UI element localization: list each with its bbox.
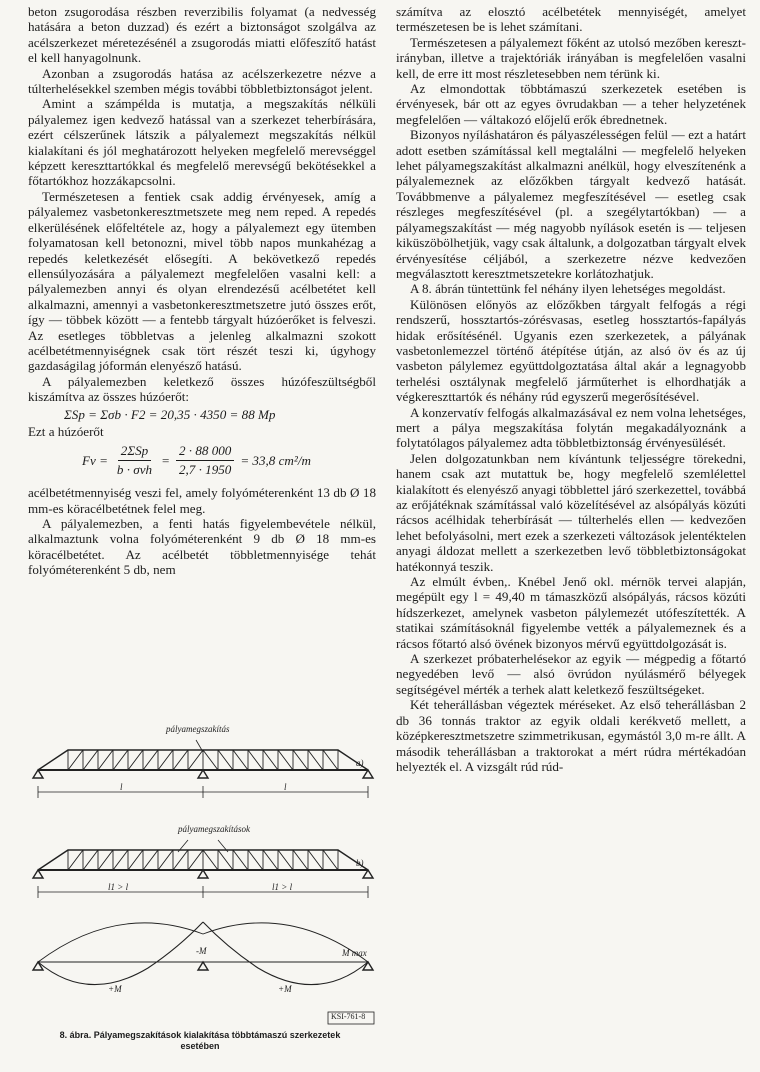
paragraph: Két teherállásban végeztek méréseket. Az első teherállásban 2 db 36 tonnás traktor az egyik oldali kerékvető mellett, a középkeresztmetszetre szimmetrikusan, egymástól 3,0 m-re állt. A második teherállásban a traktorokat a mért rúdra mértékadóan helyezték el. A vizsgált rúd rúd- (396, 697, 746, 774)
truss-diagonal (323, 750, 338, 770)
truss-diagonal (203, 850, 218, 870)
paragraph: Természetesen a pályalemezt főként az utolsó mezőben keresztirányban, illetve a trajektóriák irányában is megfelelően vasalni kell, de erre itt most részletesebben nem térünk ki. (396, 34, 746, 81)
fraction-numerator: 2 · 88 000 (176, 443, 234, 460)
truss-diagonal (218, 850, 233, 870)
support-b-mid (198, 870, 208, 878)
paragraph: Bizonyos nyíláshatáron és pályaszélességen felül — ezt a határt adott esetben számítással kell megtalálni — megfelelő helyeken lehet pályamegszakítást alkalmazni anélkül, hogy elveszítenénk a pályalemeznek az előzőkben tárgyalt kedvező hatását. Továbbmenve a pályalemez megfeszítésével — esetleg csak részleges megfeszítésével (pl. a szegélytartókban) — a pályamegszakítást — még nagyobb nyílások esetén is — teljesen kiküszöbölhetjük, vagy csak általunk, a dolgozatban tárgyalt elvek érvényesítése céljából, a szerkezetre nézve kedvezően megválasztott keresztmetszetekre korlátozhatjuk. (396, 127, 746, 281)
paragraph: acélbetétmennyiség veszi fel, amely folyóméterenként 13 db Ø 18 mm-es köracélbetétnek felel meg. (28, 485, 376, 516)
support-c-mid (198, 962, 208, 970)
truss-diagonal (263, 850, 278, 870)
figure-8 (28, 722, 378, 1042)
paragraph: Azonban a zsugorodás hatása az acélszerkezetre nézve a túlterhelésekkel szemben mégis további többletbiztonságot jelent. (28, 65, 376, 97)
fraction-symbolic (114, 443, 155, 477)
paragraph: számítva az elosztó acélbetétek mennyiségét, amelyet természetesen be is lehet számítani. (396, 4, 746, 35)
truss-a-web (38, 750, 338, 770)
moment-label-pos-right: +M (278, 984, 292, 994)
right-column (396, 4, 746, 774)
truss-diagonal (158, 850, 173, 870)
equation-steel-area (82, 443, 376, 477)
paragraph: Különösen előnyös az előzőkben tárgyalt felfogás a régi rendszerű, hossztartós-zórésvasas, esetleg hossztartós-fapályás hidak erősítésénél. Ugyanis ezen szerkezetek, a pályának vasbetonlemezzel történő átépítése útján, az alsó öv és az új vasbeton pálylemez együttdolgoztatása által akár a legnagyobb terhelési osztálynak megfelelő járműterhet is elhordhatják a végkereszttartók és néhány rúd egyszerű megerősítésével. (396, 296, 746, 405)
truss-diagonal (83, 750, 98, 770)
equation-lhs: Fv = (82, 452, 108, 468)
truss-diagonal (188, 850, 203, 870)
truss-diagonal (263, 750, 278, 770)
label-pályamegszakítások: pályamegszakítások (178, 824, 250, 834)
fraction-numerator: 2ΣSp (118, 443, 151, 460)
paragraph: A szerkezet próbaterhelésekor az egyik — mégpedig a főtartó negyedében levő — alsó övrúdon nyúlásmérő bélyegek segítségével mérték a terhek alatt keletkező feszültségeket. (396, 651, 746, 697)
paragraph: Az elmúlt évben,. Knébel Jenő okl. mérnök tervei alapján, megépült egy l = 49,40 m támaszközű alsópályás, rácsos közúti hídszerkezet, amelynek vasbeton pálylemezét utófeszítették. A statikai számításoknál figyelembe vették a pályalemeznek és a rácsos főtartó alsó övének bizonyos mérvű együttdolgozását is. (396, 574, 746, 651)
equation-equals: = (161, 452, 170, 468)
truss-diagonal (128, 850, 143, 870)
left-column (28, 4, 376, 578)
mark-a: a) (356, 758, 364, 768)
moment-label-max: M max (342, 948, 367, 958)
moment-curve-alt (38, 923, 368, 962)
paragraph: Amint a számpélda is mutatja, a megszakítás nélküli pályalemez igen kedvező hatással van a szerkezet teherbírására, ezért célszerűnek látszik a pályalemezt megszakítás nélkül kialakítani és jól meghatározott helyeken megfelelő merevséggel képzett kereszttartókkal és megfelelő merevségű bekötésekkel a főtartókhoz hozzákapcsolni. (28, 96, 376, 189)
equation-rhs: = 33,8 cm²/m (240, 452, 311, 468)
truss-diagrams (28, 722, 378, 1028)
fraction-denominator: 2,7 · 1950 (178, 461, 232, 477)
truss-diagonal (188, 750, 203, 770)
truss-diagonal (293, 750, 308, 770)
moment-curve-left (38, 922, 203, 985)
paragraph: beton zsugorodása részben reverzibilis folyamat (a nedvesség hatására a beton duzzad) és ezért a biztonságot szolgálva az acélszerkezet méretezésénél a zsugorodás miatti előfeszítő hatást el kell hanyagolnunk. (28, 4, 376, 66)
span-label-a-right: l (284, 782, 287, 792)
caption-line-1: 8. ábra. Pályamegszakítások kialakítása többtámaszú szerkezetek (59, 1030, 341, 1040)
truss-diagonal (128, 750, 143, 770)
truss-diagonal (248, 850, 263, 870)
truss-diagonal (83, 850, 98, 870)
truss-diagonal (308, 750, 323, 770)
truss-diagonal (278, 750, 293, 770)
fraction-denominator: b · σvh (116, 461, 153, 477)
support-a-left (33, 770, 43, 778)
truss-diagonal (233, 750, 248, 770)
truss-diagonal (113, 850, 128, 870)
support-b-right (363, 870, 373, 878)
paragraph: A pályalemezben keletkező összes húzófeszültségből kiszámítva az összes húzóerőt: (28, 373, 376, 405)
stamp-text: KSI-761-8 (331, 1012, 366, 1021)
truss-diagonal (218, 750, 233, 770)
paragraph: A pályalemezben, a fenti hatás figyelembevétele nélkül, alkalmaztunk volna folyóméterenként 9 db Ø 18 mm-es köracélbetétet. Az acélbetét többletmennyisége tehát folyóméterenként 5 db, nem (28, 516, 376, 578)
truss-diagonal (173, 850, 188, 870)
equation-lead-text: Ezt a húzóerőt (28, 423, 104, 439)
figure-caption (20, 1030, 380, 1052)
truss-diagonal (173, 750, 188, 770)
moment-label-pos-left: +M (108, 984, 122, 994)
paragraph: Az elmondottak többtámaszú szerkezetek esetében is érvényesek, bár ott az egyes övrudakban — a teher helyzetének megfelelően — váltakozó előjelű erők ébrednetnek. (396, 81, 746, 127)
truss-diagonal (308, 850, 323, 870)
paragraph: A konzervatív felfogás alkalmazásával ez nem volna lehetséges, mert a pálya megszakítása folytán megakadályoznánk a folytatólagos pályalemez adta többletbiztonság érvényesülését. (396, 404, 746, 451)
truss-diagonal (68, 750, 83, 770)
truss-end-post (38, 850, 68, 870)
paragraph: Természetesen a fentiek csak addig érvényesek, amíg a pályalemez vasbetonkeresztmetszete meg nem reped. A repedés elkerülésének előfeltétele az, hogy a pályalemezt egy ütemben folyamatosan kell betonozni, mivel több napos munkahézag a repedés keletkezését elősegíti. A bekövetkező repedés ellensúlyozására a pályalemezt megfelelően vasalni kell: a pályalemezben annyi és olyan elrendezésű acélbetétet kell alkalmazni, amennyi a vasbetonkeresztmetszetre jutó összes erőt, így — többek között — a fentebb tárgyalt húzóerőket is felveszi. Az esetleges többletvas a jelenleg alkalmazni szokott acélbetétmennyiségnek csak tört részét teszi ki, úgyhogy gazdaságilag jóformán elenyésző hatású. (28, 188, 376, 374)
truss-diagonal (143, 850, 158, 870)
support-b-left (33, 870, 43, 878)
truss-diagonal (113, 750, 128, 770)
fraction-numeric (176, 443, 234, 477)
truss-diagonal (203, 750, 218, 770)
truss-diagonal (143, 750, 158, 770)
moment-label-neg: -M (196, 946, 207, 956)
caption-line-2: esetében (180, 1041, 220, 1051)
paragraph: Jelen dolgozatunkban nem kívántunk teljességre törekedni, hanem csak azt mutattuk be, hogy megfelelő szemlélettel kialakított és elenyésző anyagi többlettel járó szerkezettel, továbbá az erőjátéknak számítással való közelítésével az alsópályás közúti rácsos acélhidak teherbírását — túlterhelés ellen — kedvezően lehet befolyásolni, mert ezek a szerkezeti változások jelentéktelen anyagi áldozat mellett a szerkezetben levő többletbiztonságokat hatékonnyá teszik. (396, 450, 746, 574)
support-a-mid (198, 770, 208, 778)
span-label-b-right: l1 > l (272, 882, 293, 892)
mark-b: b) (356, 858, 364, 868)
truss-diagonal (98, 750, 113, 770)
span-label-b-left: l1 > l (108, 882, 129, 892)
truss-diagonal (158, 750, 173, 770)
label-pályamegszakítás: pályamegszakítás (166, 724, 230, 734)
truss-end-post (38, 750, 68, 770)
truss-diagonal (293, 850, 308, 870)
truss-b-web (38, 850, 338, 870)
paragraph: A 8. ábrán tüntettünk fel néhány ilyen lehetséges megoldást. (410, 281, 726, 297)
equation-sum-tension: ΣSp = Σσb · F2 = 20,35 · 4350 = 88 Mp (64, 406, 276, 422)
support-c-right (363, 962, 373, 970)
truss-diagonal (323, 850, 338, 870)
truss-diagonal (68, 850, 83, 870)
truss-diagonal (233, 850, 248, 870)
support-c-left (33, 962, 43, 970)
span-label-a-left: l (120, 782, 123, 792)
truss-diagonal (248, 750, 263, 770)
support-a-right (363, 770, 373, 778)
truss-diagonal (278, 850, 293, 870)
truss-diagonal (98, 850, 113, 870)
